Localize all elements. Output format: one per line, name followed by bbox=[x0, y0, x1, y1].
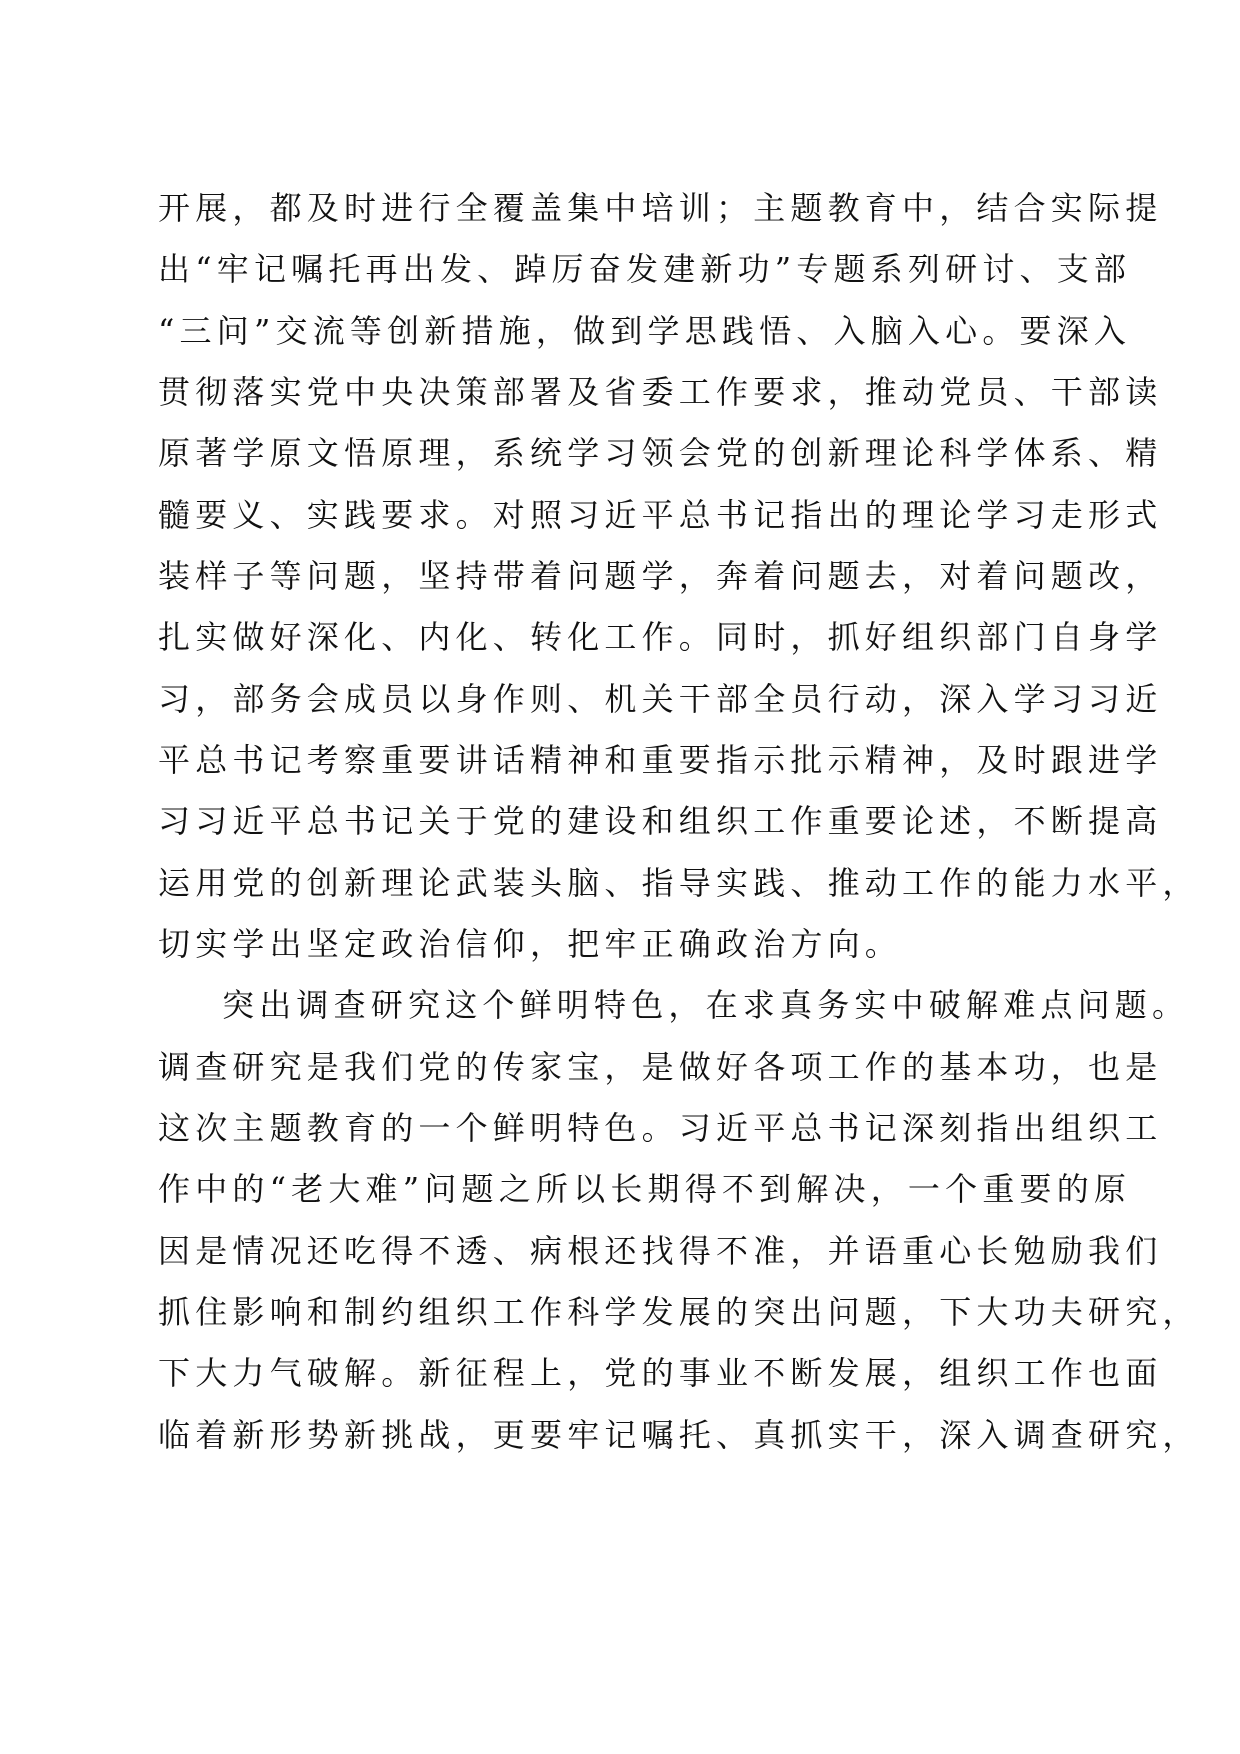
text-line: “三问”交流等创新措施，做到学思践悟、入脑入心。要深入 bbox=[158, 311, 1132, 350]
text-line: 切实学出坚定政治信仰，把牢正确政治方向。 bbox=[158, 924, 903, 963]
text-line: 习，部务会成员以身作则、机关干部全员行动，深入学习习近 bbox=[158, 679, 1163, 718]
text-line: 运用党的创新理论武装头脑、指导实践、推动工作的能力水平， bbox=[158, 863, 1200, 902]
text-line: 开展，都及时进行全覆盖集中培训；主题教育中，结合实际提 bbox=[158, 189, 1163, 227]
text-line: 下大力气破解。新征程上，党的事业不断发展，组织工作也面 bbox=[158, 1354, 1163, 1393]
text-line: 平总书记考察重要讲话精神和重要指示批示精神，及时跟进学 bbox=[158, 740, 1163, 779]
text-line: 习习近平总书记关于党的建设和组织工作重要论述，不断提高 bbox=[158, 802, 1163, 841]
text-line: 调查研究是我们党的传家宝，是做好各项工作的基本功，也是 bbox=[158, 1047, 1163, 1086]
text-line: 临着新形势新挑战，更要牢记嘱托、真抓实干，深入调查研究， bbox=[158, 1415, 1200, 1454]
paragraph-heading-line: 突出调查研究这个鲜明特色，在求真务实中破解难点问题。 bbox=[222, 986, 1190, 1025]
text-line: 因是情况还吃得不透、病根还找得不准，并语重心长勉励我们 bbox=[158, 1231, 1163, 1270]
text-line: 作中的“老大难”问题之所以长期得不到解决，一个重要的原 bbox=[158, 1170, 1132, 1209]
text-line: 装样子等问题，坚持带着问题学，奔着问题去，对着问题改， bbox=[158, 556, 1163, 595]
body-text bbox=[158, 188, 1200, 1476]
text-line: 这次主题教育的一个鲜明特色。习近平总书记深刻指出组织工 bbox=[158, 1108, 1163, 1147]
text-line: 贯彻落实党中央决策部署及省委工作要求，推动党员、干部读 bbox=[158, 372, 1163, 411]
text-line: 扎实做好深化、内化、转化工作。同时，抓好组织部门自身学 bbox=[158, 618, 1163, 657]
text-line: 抓住影响和制约组织工作科学发展的突出问题，下大功夫研究， bbox=[158, 1292, 1200, 1331]
text-line: 原著学原文悟原理，系统学习领会党的创新理论科学体系、精 bbox=[158, 434, 1163, 473]
text-line: 髓要义、实践要求。对照习近平总书记指出的理论学习走形式 bbox=[158, 495, 1163, 534]
text-line: 出“牢记嘱托再出发、踔厉奋发建新功”专题系列研讨、支部 bbox=[158, 250, 1132, 289]
